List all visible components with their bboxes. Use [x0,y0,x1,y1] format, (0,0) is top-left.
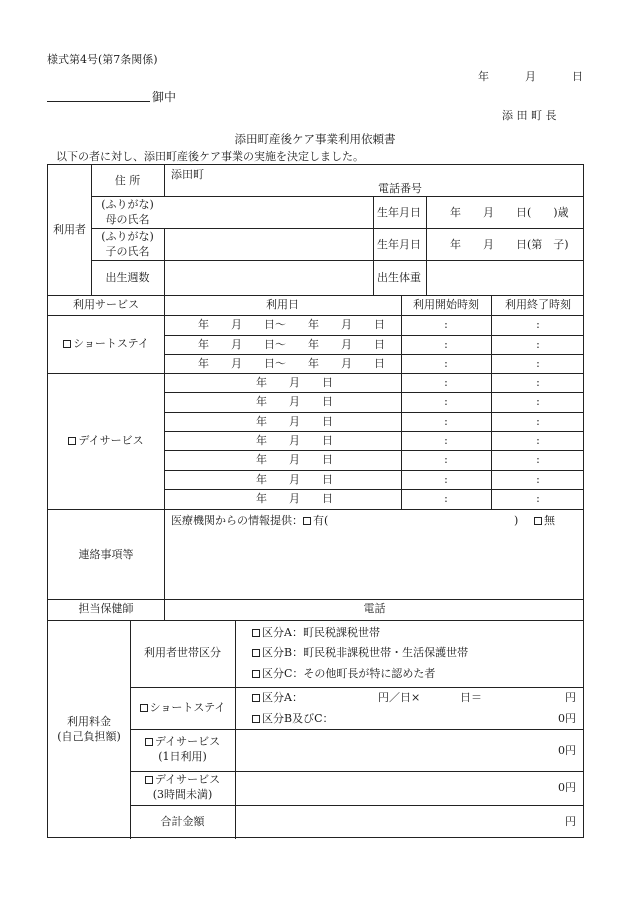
rule [130,729,583,730]
start-time-header: 利用開始時刻 [413,298,479,311]
address-label: 住 所 [114,174,141,187]
contact-label: 連絡事項等 [78,548,134,561]
shortstay-date-1[interactable]: 年 月 日〜 年 月 日 [198,318,385,331]
checkbox-icon[interactable] [303,517,311,525]
info-no-label: 無 [544,514,555,527]
issuer: 添 田 町 長 [502,109,557,122]
dayservice-checkbox[interactable] [48,434,164,448]
ds-start-5[interactable]: : [444,453,448,466]
ss-a-yen: 円 [565,691,576,704]
day-full-option[interactable] [130,735,235,749]
intro-text: 以下の者に対し、添田町産後ケア事業の実施を決定しました。 [56,150,364,163]
checkbox-icon[interactable] [252,649,260,657]
birth-weight-label: 出生体重 [377,271,421,284]
rule [48,373,583,374]
address-value[interactable]: 添田町 [171,168,204,181]
checkbox-icon[interactable] [252,715,260,723]
household-label: 利用者世帯区分 [144,646,221,659]
checkbox-icon[interactable] [534,517,542,525]
rule [164,295,165,620]
checkbox-icon[interactable] [145,776,153,784]
ss-a-eq: 日＝ [460,691,482,704]
fee-sublabel: (自己負担額) [57,730,121,743]
checkbox-icon[interactable] [252,629,260,637]
rule [91,196,583,197]
ds-end-2[interactable]: : [536,395,540,408]
rule [164,228,165,295]
total-label: 合計金額 [160,815,205,828]
user-section-label: 利用者 [53,223,86,236]
addressee-suffix: 御中 [152,90,177,104]
rule [373,196,374,295]
checkbox-icon[interactable] [68,437,76,445]
dayservice-label: デイサービス [78,434,144,447]
rule [48,509,583,510]
rule [130,805,583,806]
rule [164,450,583,451]
household-c-option[interactable] [252,667,435,681]
ds-start-7[interactable]: : [444,492,448,505]
ds-start-3[interactable]: : [444,415,448,428]
rule [48,295,583,296]
info-no-option[interactable] [534,514,555,528]
child-furigana-label: (ふりがな) [101,230,154,243]
ds-end-6[interactable]: : [536,473,540,486]
shortstay-date-3[interactable]: 年 月 日〜 年 月 日 [198,357,385,370]
addressee-line[interactable] [47,101,150,102]
ds-date-6[interactable]: 年 月 日 [256,473,333,486]
ds-date-1[interactable]: 年 月 日 [256,376,333,389]
gestation-label: 出生週数 [105,271,150,284]
ds-end-5[interactable]: : [536,453,540,466]
checkbox-icon[interactable] [252,694,260,702]
end-time-header: 利用終了時刻 [505,298,571,311]
rule [48,620,583,621]
ss-end-2[interactable]: : [536,338,540,351]
ss-a-option[interactable] [252,691,303,705]
form-number: 様式第4号(第7条関係) [47,53,158,66]
total-yen: 円 [565,815,576,828]
fee-label: 利用料金 [67,715,111,728]
rule [130,771,583,772]
rule [235,620,236,839]
ss-end-3[interactable]: : [536,357,540,370]
ss-end-1[interactable]: : [536,318,540,331]
ds-end-1[interactable]: : [536,376,540,389]
service-header: 利用サービス [73,298,139,311]
ds-date-7[interactable]: 年 月 日 [256,492,333,505]
info-yes-close: ) [514,514,519,527]
rule [130,687,583,688]
ds-start-4[interactable]: : [444,434,448,447]
day-short-sub: (3時間未満) [152,788,213,801]
household-c-label: 区分C：その他町長が特に認めた者 [262,667,436,680]
rule [164,489,583,490]
day-short-label: デイサービス [154,773,221,786]
rule [164,431,583,432]
day-full-label: デイサービス [154,735,221,748]
mother-name-label: 母の氏名 [105,213,150,226]
mother-dob-label: 生年月日 [377,206,421,219]
child-name-label: 子の氏名 [105,245,150,258]
household-b-label: 区分B：町民税非課税世帯・生活保護世帯 [262,646,469,659]
mother-dob-value[interactable]: 年 月 日( )歳 [450,206,569,219]
child-dob-value[interactable]: 年 月 日(第 子) [450,238,569,251]
phone-label: 電話番号 [378,182,422,195]
checkbox-icon[interactable] [140,704,148,712]
document-title: 添田町産後ケア事業利用依頼書 [234,132,396,146]
ds-start-2[interactable]: : [444,395,448,408]
day-short-option[interactable] [130,773,235,787]
ds-date-4[interactable]: 年 月 日 [256,434,333,447]
shortstay-label: ショートステイ [73,337,149,350]
shortstay-date-2[interactable]: 年 月 日〜 年 月 日 [198,338,385,351]
checkbox-icon[interactable] [145,738,153,746]
request-form-table [47,164,584,838]
ss-start-3[interactable]: : [444,357,448,370]
rule [164,470,583,471]
ds-start-6[interactable]: : [444,473,448,486]
date-month-label: 月 [525,70,536,83]
checkbox-icon[interactable] [63,340,71,348]
date-year-label: 年 [478,70,489,83]
ss-bc-amount: 0円 [558,712,576,725]
ds-date-2[interactable]: 年 月 日 [256,395,333,408]
ds-end-3[interactable]: : [536,415,540,428]
day-full-amount: 0円 [558,744,576,757]
checkbox-icon[interactable] [252,670,260,678]
fee-shortstay-label: ショートステイ [149,701,226,714]
day-short-amount: 0円 [558,781,576,794]
fee-shortstay-option[interactable] [130,701,235,715]
rule [426,196,427,295]
rule [48,315,583,316]
ds-end-4[interactable]: : [536,434,540,447]
mother-furigana-label: (ふりがな) [101,198,154,211]
child-dob-label: 生年月日 [377,238,421,251]
ds-date-5[interactable]: 年 月 日 [256,453,333,466]
ss-a-label: 区分A： [262,691,303,704]
ss-start-2[interactable]: : [444,338,448,351]
medical-info-label: 医療機関からの情報提供： [171,514,303,527]
nurse-label: 担当保健師 [78,602,134,615]
rule [164,335,583,336]
medical-info-row [171,514,328,528]
info-yes-label: 有( [313,514,329,527]
nurse-phone-label: 電話 [363,602,386,615]
household-a-label: 区分A：町民税課税世帯 [262,626,380,639]
rule [164,354,583,355]
shortstay-checkbox[interactable] [48,337,164,351]
date-day-label: 日 [572,70,583,83]
day-full-sub: (1日利用) [158,750,207,763]
ss-start-1[interactable]: : [444,318,448,331]
rule [48,599,583,600]
household-b-option[interactable] [252,646,468,660]
household-a-option[interactable] [252,626,380,640]
rule [164,165,165,196]
date-header: 利用日 [266,298,299,311]
rule [164,392,583,393]
ss-bc-option[interactable] [252,712,334,726]
ss-a-formula: 円／日× [378,691,421,704]
ss-bc-label: 区分B及びC： [262,712,334,725]
rule [164,412,583,413]
ds-end-7[interactable]: : [536,492,540,505]
ds-start-1[interactable]: : [444,376,448,389]
ds-date-3[interactable]: 年 月 日 [256,415,333,428]
